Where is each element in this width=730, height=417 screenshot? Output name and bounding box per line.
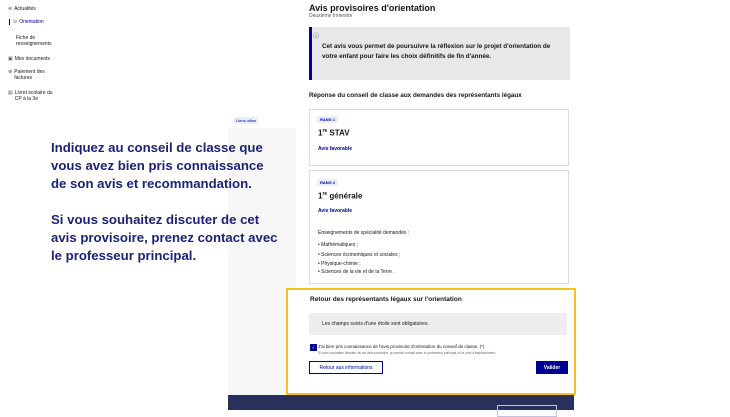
document-icon: ▣	[8, 56, 13, 62]
spec-item: • Mathématiques ;	[318, 242, 359, 248]
sidebar-item-fiche[interactable]	[16, 35, 62, 47]
acknowledge-checkbox[interactable]: ✓	[311, 345, 316, 350]
news-icon: ⊜	[8, 6, 13, 12]
compass-icon: ⊙	[13, 19, 18, 25]
avis-status: Avis favorable	[318, 146, 352, 152]
spec-item: • Sciences de la vie et de la Terre .	[318, 269, 395, 275]
rang-badge: RANG 1	[317, 116, 338, 123]
retour-title: Retour des représentants légaux sur l'orientation	[310, 296, 462, 303]
retour-highlight-box	[286, 288, 576, 395]
back-to-info-button[interactable]: Retour aux informations	[309, 361, 383, 374]
footer-button[interactable]	[497, 405, 557, 417]
spec-item: • Physique-chimie ;	[318, 261, 361, 267]
submit-button[interactable]: Valider	[536, 361, 568, 374]
rang-badge: RANG 2	[317, 179, 338, 186]
page-title: Avis provisoires d'orientation	[309, 3, 436, 13]
book-icon: ▤	[8, 90, 13, 96]
rang-title: 1re STAV	[318, 128, 350, 138]
payment-icon: ⊕	[8, 69, 13, 75]
sidebar-item-label: Mes documents	[14, 56, 51, 62]
spec-item: • Sciences économiques et sociales ;	[318, 252, 401, 258]
sidebar-item-paiement[interactable]	[8, 69, 58, 81]
sidebar-item-orientation[interactable]	[9, 19, 44, 25]
sidebar-item-documents[interactable]	[8, 56, 50, 62]
instruction-paragraph: Indiquez au conseil de classe que vous avez bien pris connaissance de son avis et recommandation.	[51, 140, 264, 191]
avis-status: Avis favorable	[318, 208, 352, 214]
sidebar-item-label: Actualités	[14, 6, 36, 12]
checkbox-label: J'ai bien pris connaissance de l'avis provisoire d'orientation du conseil de classe. (*)	[318, 344, 485, 349]
info-text: Cet avis vous permet de poursuivre la réflexion sur le projet d'orientation de votre enfant pour faire les choix définitifs de fin d'année.	[322, 43, 551, 60]
spec-heading: Enseignements de spécialité demandés :	[318, 230, 410, 236]
sidebar-item-livret[interactable]	[8, 90, 60, 102]
checkbox-hint: Si vous souhaitez discuter de cet avis provisoire, je prends contact avec le professeur principal ou le chef d'établissement.	[318, 351, 497, 355]
sidebar-item-label: Orientation	[19, 19, 44, 25]
instruction-paragraph: Si vous souhaitez discuter de cet avis provisoire, prenez contact avec le professeur principal.	[51, 212, 278, 263]
sidebar-item-label: Fiche de renseignements	[16, 35, 52, 47]
sidebar-item-actualites[interactable]	[8, 6, 36, 12]
instructions-text	[51, 139, 281, 283]
links-utiles-link[interactable]: Liens utiles	[236, 118, 257, 123]
info-icon: ⓘ	[313, 34, 320, 40]
rang-title: 1re générale	[318, 191, 363, 201]
page-subtitle: Deuxième trimestre	[309, 13, 353, 19]
section-heading: Réponse du conseil de classe aux demandes des représentants légaux	[309, 92, 522, 99]
sidebar-item-label: Paiement des factures	[14, 69, 45, 81]
sidebar-item-label: Livret scolaire du CP à la 3e	[14, 90, 53, 102]
required-notice-text: Les champs suivis d'une étoile sont obligatoires.	[322, 321, 429, 327]
sidebar	[228, 0, 297, 128]
